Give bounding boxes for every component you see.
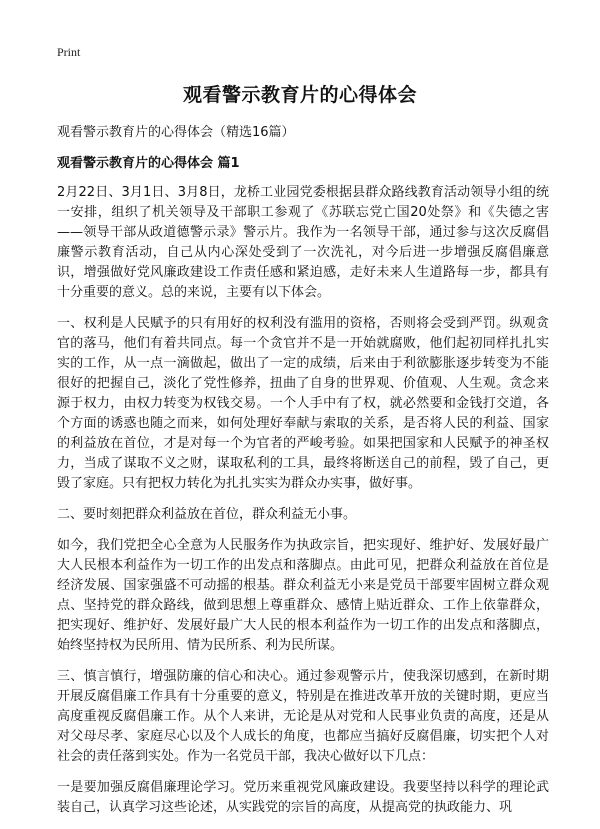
section-heading: 观看警示教育片的心得体会 篇1 bbox=[57, 156, 240, 171]
paragraph-2: 一、权利是人民赋予的只有用好的权利没有滥用的资格，否则将会受到严罚。纵观贪官的落马，他们有着共同点。每一个贪官并不是一开始就腐败，他们起初同样扎扎实实的工作，从一点一滴做起，做出了一定的成绩，后来由于利欲膨胀逐步转变为不能很好的把握自己，淡化了党性修养，扭曲了自身的世界观、价值观、人生观。贪念来源于权力，由权力转变为权钱交易。一个人手中有了权，就必然要和金钱打交道，各个方面的诱惑也随之而来，如何处理好奉献与索取的关系，是否将人民的利益、国家的利益放在首位，才是对每一个为官者的严峻考验。如果把国家和人民赋予的神圣权力，当成了谋取不义之财，谋取私利的工具，最终将断送自己的前程，毁了自己，更毁了家庭。只有把权力转化为扎扎实实为群众办实事，做好事。 bbox=[57, 316, 549, 491]
paragraph-1: 2月22日、3月1日、3月8日，龙桥工业园党委根据县群众路线教育活动领导小组的统一安排，组织了机关领导及干部职工参观了《苏联忘党亡国20处祭》和《失德之害——领导干部从政道德警示录》警示片。我作为一名领导干部，通过参与这次反腐倡廉警示教育活动，自己从内心深处受到了一次洗礼，对今后进一步增强反腐倡廉意识，增强做好党风廉政建设工作责任感和紧迫感，走好未来人生道路每一步，都具有十分重要的意义。总的来说，主要有以下体会。 bbox=[57, 185, 549, 300]
print-link[interactable]: Print bbox=[57, 45, 81, 59]
paragraph-4: 如今，我们党把全心全意为人民服务作为执政宗旨，把实现好、维护好、发展好最广大人民根本利益作为一切工作的出发点和落脚点。由此可见，把群众利益放在首位是经济发展、国家强盛不可动摇的根基。群众利益无小来是党员干部要牢固树立群众观点、坚持党的群众路线，做到思想上尊重群众、感情上贴近群众、工作上依靠群众，把实现好、维护好、发展好最广大人民的根本利益作为一切工作的出发点和落脚点，始终坚持权为民所用、情为民所系、利为民所谋。 bbox=[57, 538, 549, 653]
paragraph-5: 三、慎言慎行，增强防廉的信心和决心。通过参观警示片，使我深切感到，在新时期开展反腐倡廉工作具有十分重要的意义，特别是在推进改革开放的关键时期，更应当高度重视反腐倡廉工作。从个人来讲，无论是从对党和人民事业负责的高度，还是从对父母尽孝、家庭尽心以及个人成长的角度，也都应当搞好反腐倡廉，切实把个人对社会的责任落到实处。作为一名党员干部，我决心做好以下几点： bbox=[57, 669, 549, 764]
document-subtitle: 观看警示教育片的心得体会（精选16篇） bbox=[57, 125, 295, 140]
page-title: 观看警示教育片的心得体会 bbox=[182, 84, 417, 106]
article-body bbox=[57, 183, 549, 829]
paragraph-6: 一是要加强反腐倡廉理论学习。党历来重视党风廉政建设。我要坚持以科学的理论武装自己，认真学习这些论述，从实践党的宗旨的高度，从提高党的执政能力、巩 bbox=[57, 780, 549, 815]
paragraph-3: 二、要时刻把群众利益放在首位，群众利益无小事。 bbox=[57, 507, 357, 522]
